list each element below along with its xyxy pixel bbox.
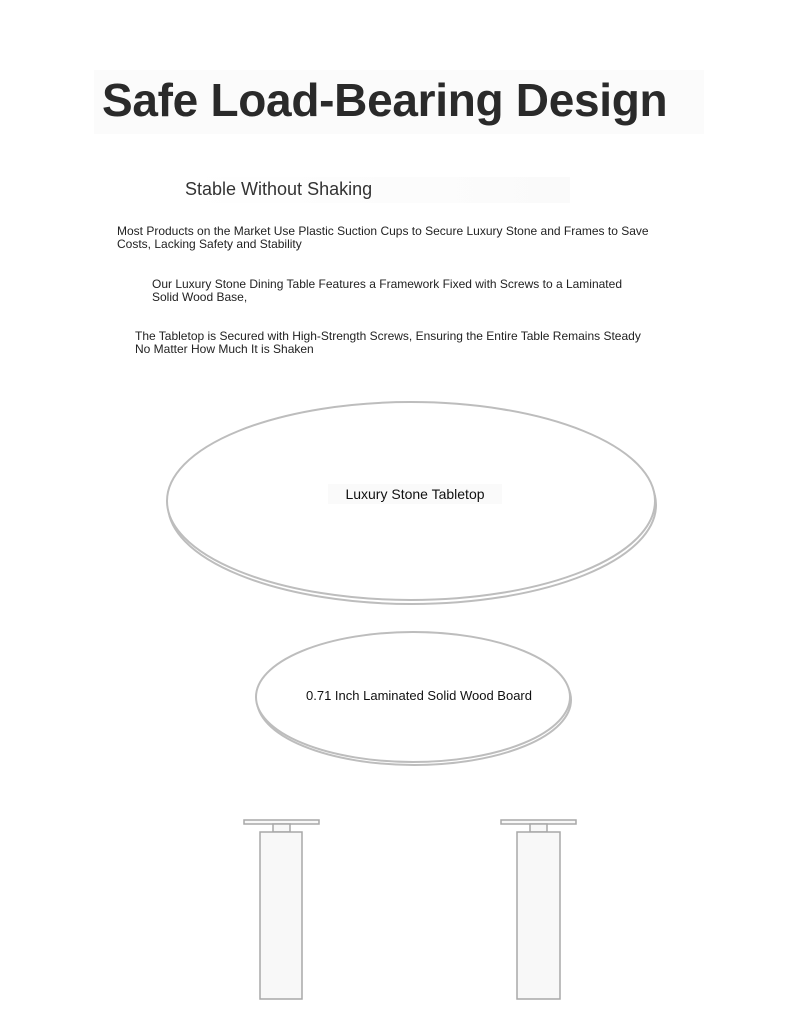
tabletop-label: Luxury Stone Tabletop (328, 484, 502, 504)
paragraph-market: Most Products on the Market Use Plastic Suction Cups to Secure Luxury Stone and Frames to Save Costs, Lacking Safety and Stability (117, 224, 649, 251)
paragraph-framework: Our Luxury Stone Dining Table Features a Framework Fixed with Screws to a Laminated Solid Wood Base, (152, 277, 622, 304)
right-leg (501, 820, 576, 999)
wood-board-label: 0.71 Inch Laminated Solid Wood Board (306, 688, 532, 703)
subtitle: Stable Without Shaking (185, 177, 570, 203)
page-title: Safe Load-Bearing Design (94, 70, 704, 134)
left-leg (244, 820, 319, 999)
paragraph-screws: The Tabletop is Secured with High-Strength Screws, Ensuring the Entire Table Remains Steady No Matter How Much It is Shaken (135, 329, 641, 356)
